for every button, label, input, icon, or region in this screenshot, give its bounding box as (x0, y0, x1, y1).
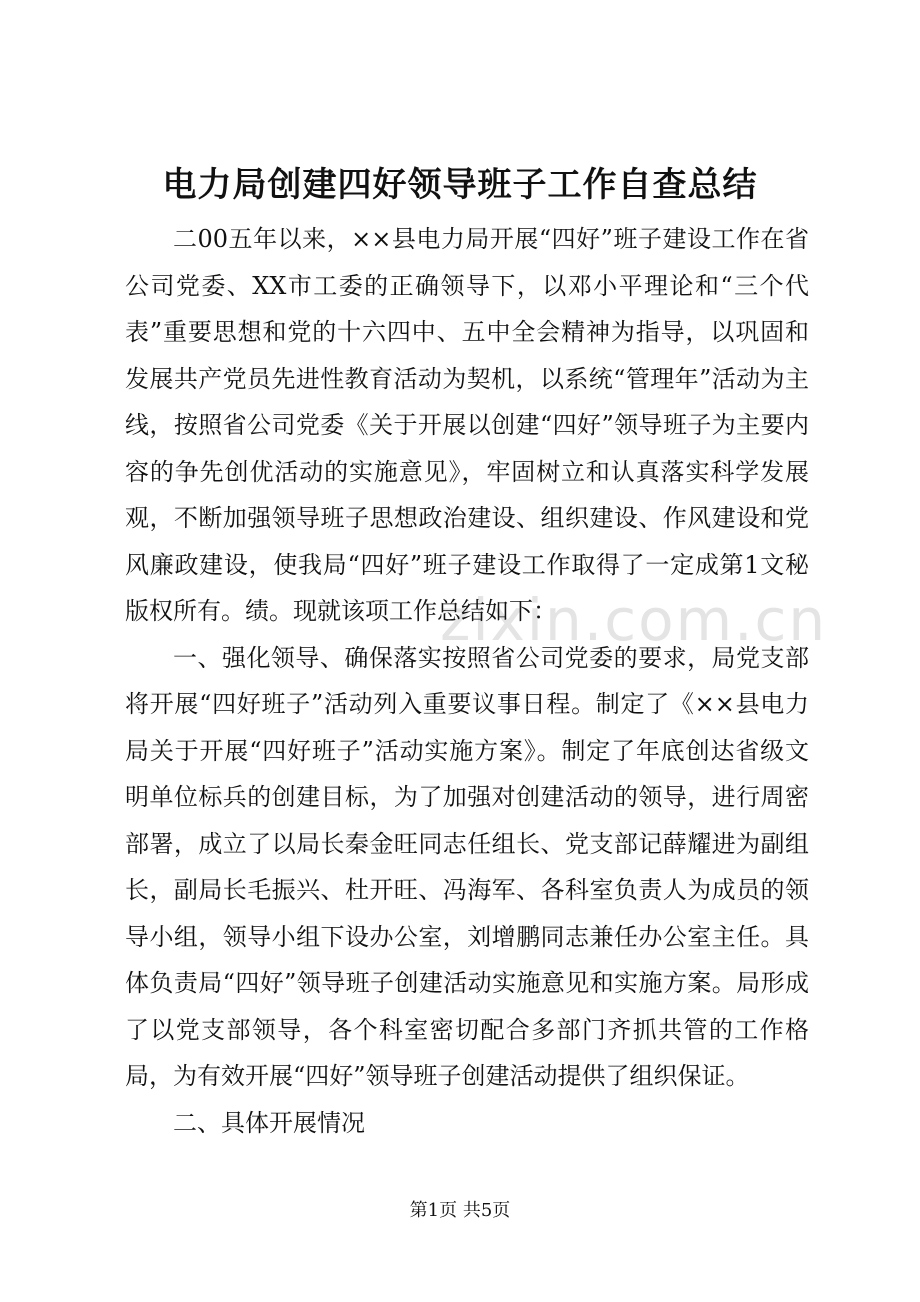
watermark: zixin.com.cn (440, 586, 828, 654)
paragraph-section-two-heading: 二、具体开展情况 (173, 1108, 365, 1137)
document-title: 电力局创建四好领导班子工作自查总结 (162, 165, 758, 205)
paragraph-section-one: 一、强化领导、确保落实按照省公司党委的要求，局党支部将开展“四好班子”活动列入重要议事日程。制定了《××县电力局关于开展“四好班子”活动实施方案》。制定了年底创达省级文明单位标兵的创建目标，为了加强对创建活动的领导，进行周密部署，成立了以局长秦金旺同志任组长、党支部记薛耀进为副组长，副局长毛振兴、杜开旺、冯海军、各科室负责人为成员的领导小组，领导小组下设办公室，刘增鹏同志兼任办公室主任。具体负责局“四好”领导班子创建活动实施意见和实施方案。局形成了以党支部领导，各个科室密切配合多部门齐抓共管的工作格局，为有效开展“四好”领导班子创建活动提供了组织保证。 (125, 643, 809, 1090)
document-body (125, 216, 809, 1146)
paragraph-intro: 二00五年以来，××县电力局开展“四好”班子建设工作在省公司党委、XX市工委的正确领导下，以邓小平理论和“三个代表”重要思想和党的十六四中、五中全会精神为指导，以巩固和发展共产党员先进性教育活动为契机，以系统“管理年”活动为主线，按照省公司党委《关于开展以创建“四好”领导班子为主要内容的争先创优活动的实施意见》，牢固树立和认真落实科学发展观，不断加强领导班子思想政治建设、组织建设、作风建设和党风廉政建设，使我局“四好”班子建设工作取得了一定成第1文秘版权所有。绩。现就该项工作总结如下： (125, 225, 809, 625)
page-footer: 第1页 共5页 (409, 1200, 511, 1221)
